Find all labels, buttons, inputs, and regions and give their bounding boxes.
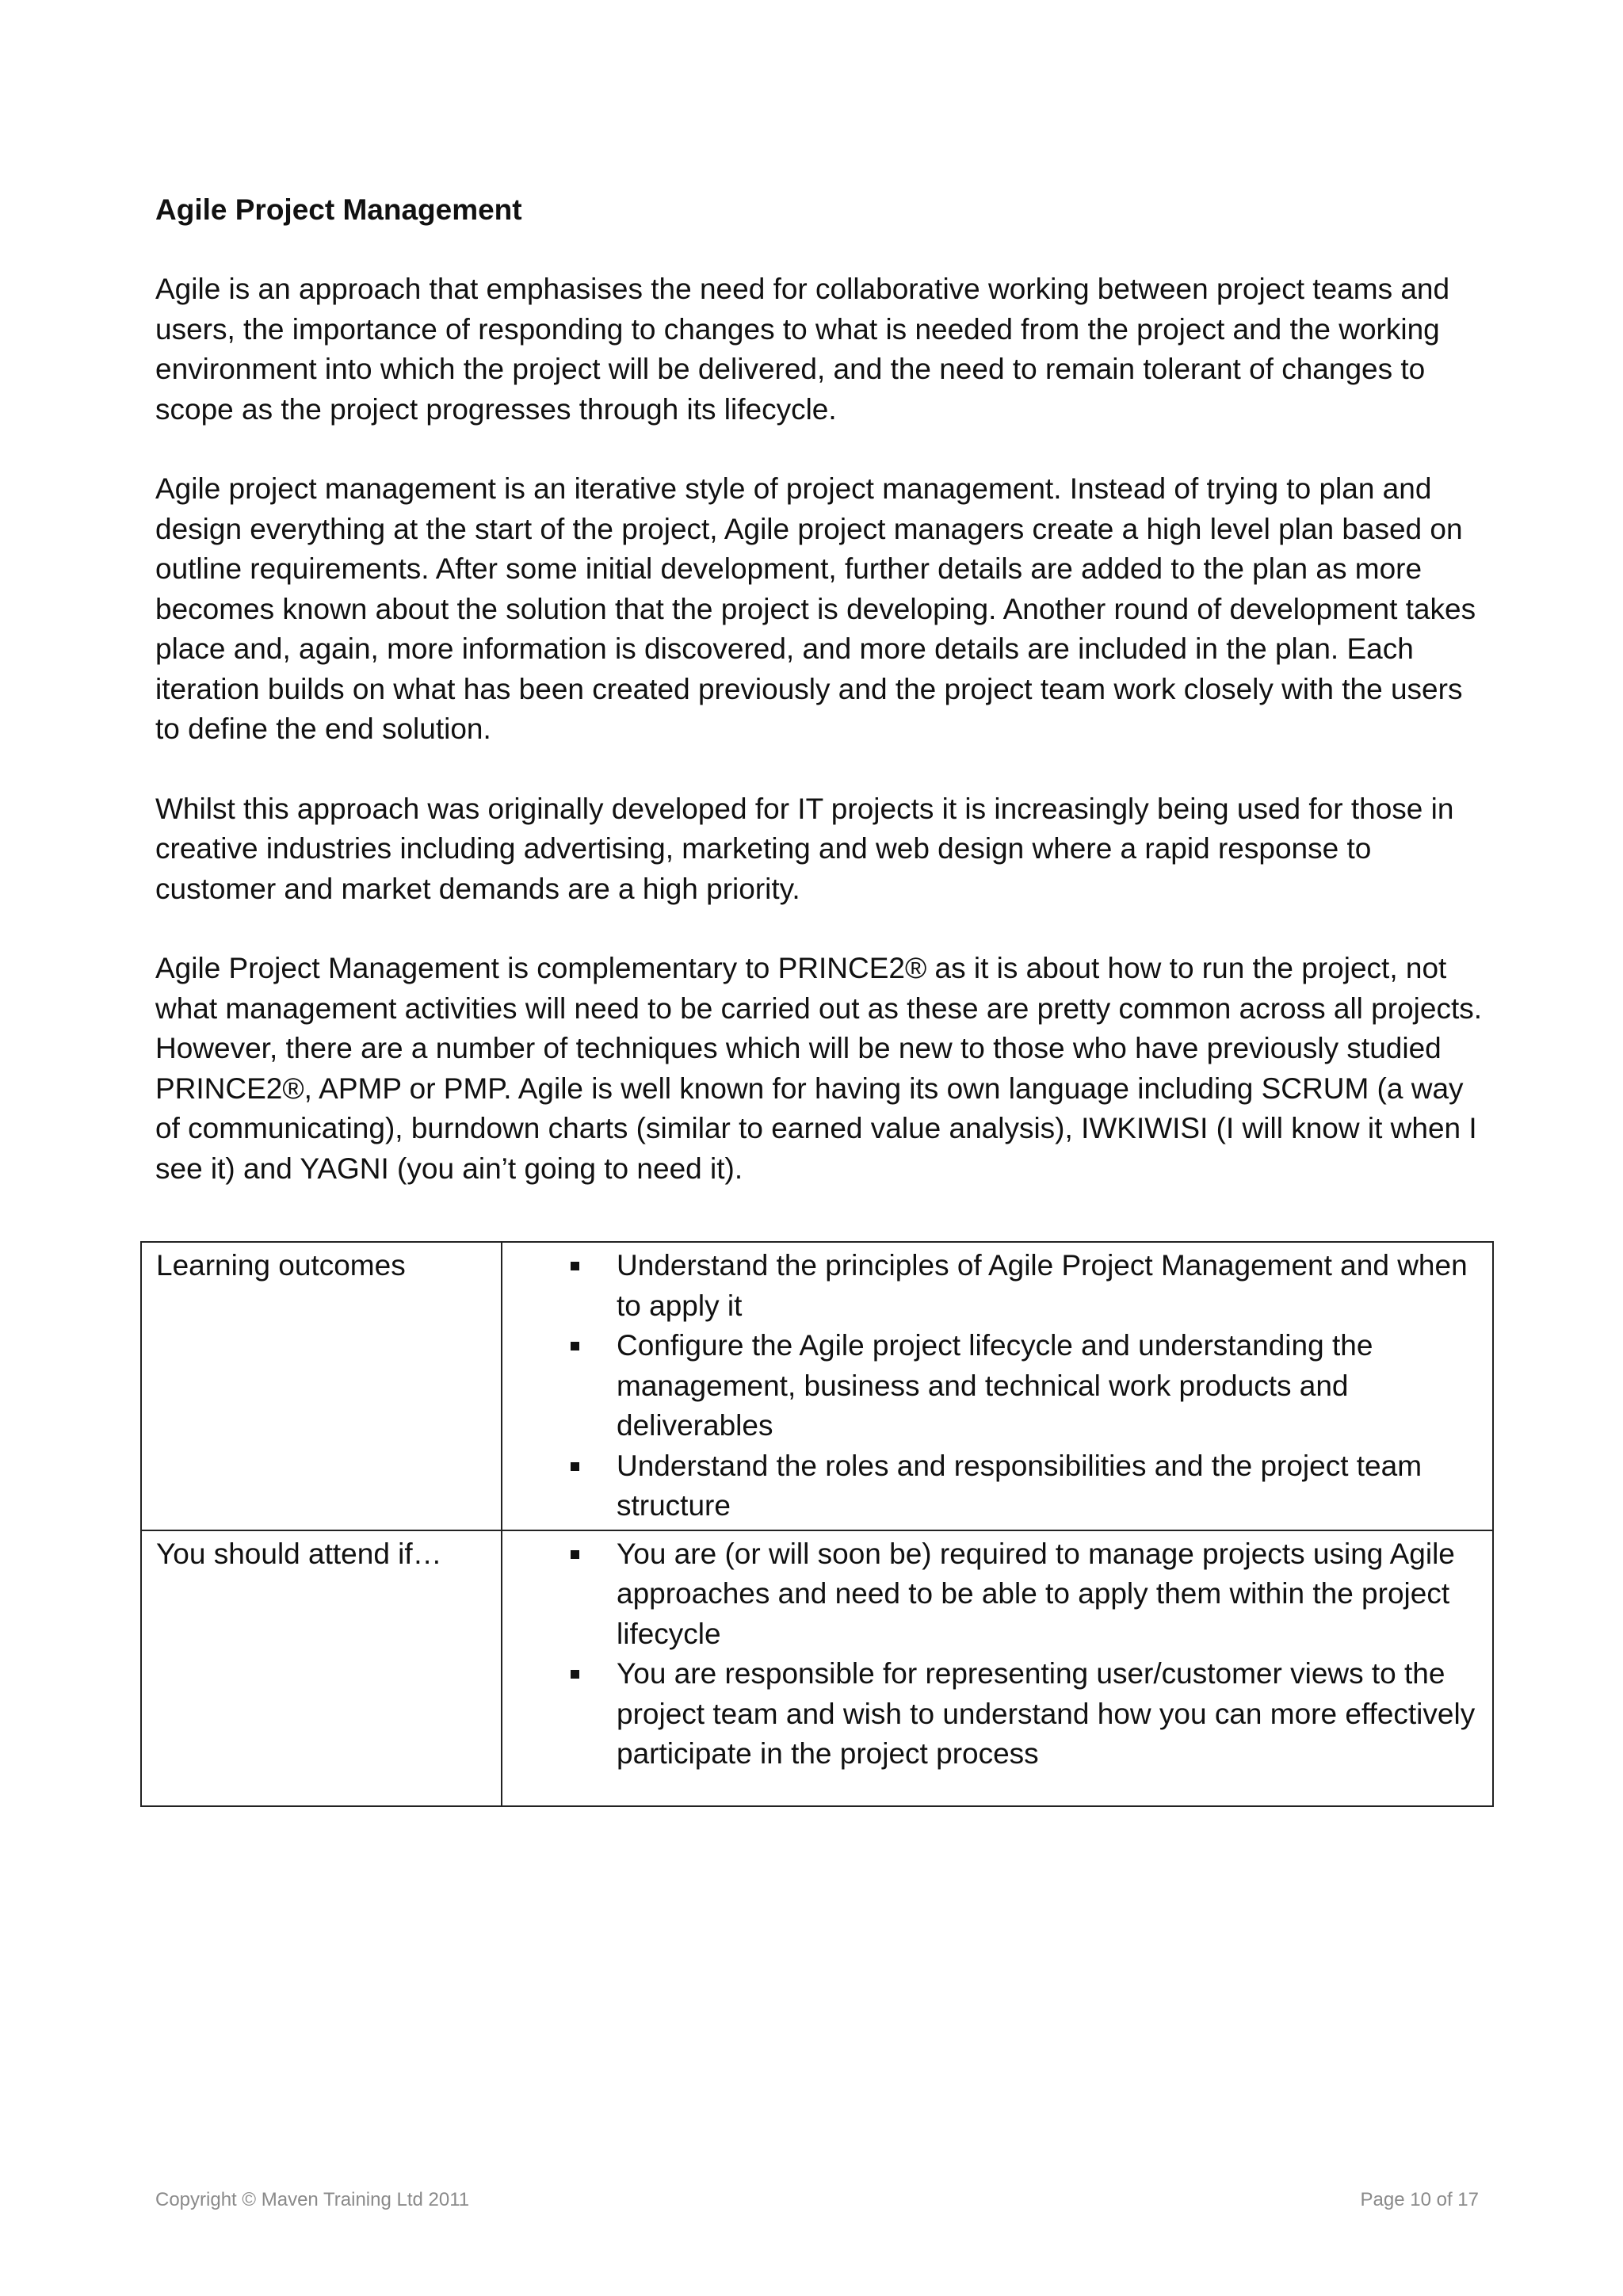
section-title: Agile Project Management: [155, 193, 522, 226]
list-item: Understand the roles and responsibilities and the project team structure: [617, 1446, 1478, 1526]
course-info-table: [140, 1241, 1494, 1807]
table-cell-label: You should attend if…: [141, 1530, 502, 1806]
table-cell-label: Learning outcomes: [141, 1242, 502, 1530]
paragraph-intro: Agile is an approach that emphasises the need for collaborative working between project teams and users, the importance of responding to changes to what is needed from the project and the working environment into which the project will be delivered, and the need to remain tolerant of changes to scope as the project progresses through its lifecycle.: [155, 273, 1450, 426]
bullet-list: [517, 1246, 1478, 1526]
list-item: You are responsible for representing user/customer views to the project team and wish to understand how you can more effectively participate in the project process: [617, 1654, 1478, 1775]
bullet-list: [517, 1534, 1478, 1775]
table-row-learning-outcomes: [141, 1242, 1493, 1530]
document-body: [155, 190, 1487, 1228]
paragraph-usage: Whilst this approach was originally developed for IT projects it is increasingly being used for those in creative industries including advertising, marketing and web design where a rapid response to customer and market demands are a high priority.: [155, 792, 1454, 905]
table-cell-items: [502, 1530, 1493, 1806]
paragraph-iterative: Agile project management is an iterative style of project management. Instead of trying to plan and design everything at the start of the project, Agile project managers create a high level plan based on outline requirements. After some initial development, further details are added to the plan as more becomes known about the solution that the project is developing. Another round of development takes place and, again, more information is discovered, and more details are included in the plan. Each iteration builds on what has been created previously and the project team work closely with the users to define the end solution.: [155, 472, 1476, 745]
footer-page-number: Page 10 of 17: [1360, 2189, 1479, 2210]
list-item: You are (or will soon be) required to manage projects using Agile approaches and need to be able to apply them within the project lifecycle: [617, 1534, 1478, 1655]
table-row-attend-if: [141, 1530, 1493, 1806]
list-item: Understand the principles of Agile Project Management and when to apply it: [617, 1246, 1478, 1326]
footer-copyright: Copyright © Maven Training Ltd 2011: [155, 2189, 470, 2210]
table-cell-items: [502, 1242, 1493, 1530]
list-item: Configure the Agile project lifecycle and understanding the management, business and technical work products and deliverables: [617, 1326, 1478, 1446]
paragraph-complementary: Agile Project Management is complementary to PRINCE2® as it is about how to run the project, not what management activities will need to be carried out as these are pretty common across all projects. However, there are a number of techniques which will be new to those who have previously studied PRINCE2®, APMP or PMP. Agile is well known for having its own language including SCRUM (a way of communicating), burndown charts (similar to earned value analysis), IWKIWISI (I will know it when I see it) and YAGNI (you ain’t going to need it).: [155, 952, 1483, 1185]
